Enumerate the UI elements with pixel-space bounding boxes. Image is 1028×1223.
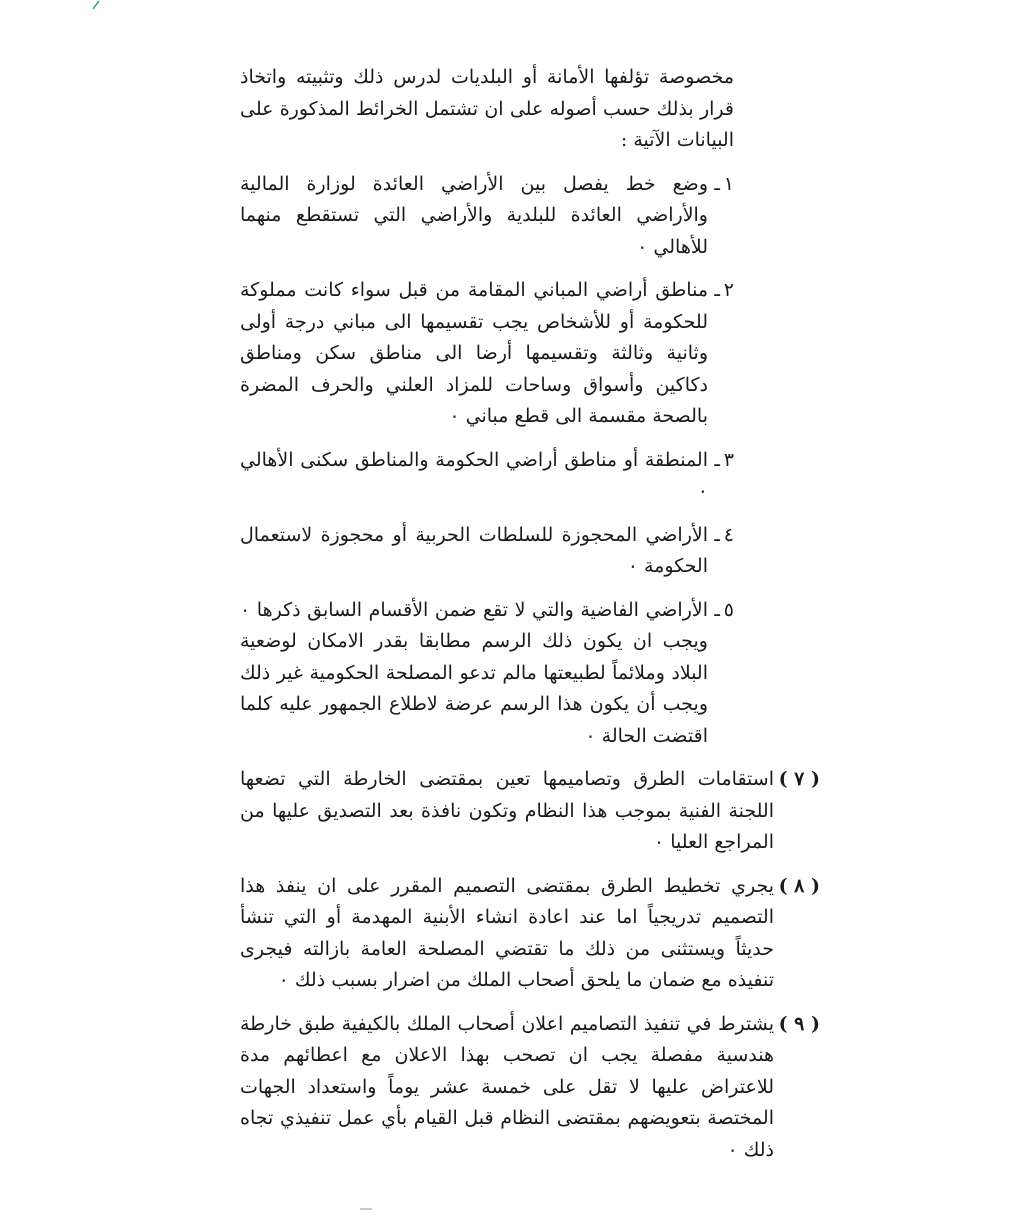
document-body (240, 62, 820, 1178)
item-dash: ـ (714, 172, 720, 195)
list-item (240, 445, 820, 508)
item-number: ٢ (723, 279, 734, 301)
clause-number: ( ٧ ) (778, 768, 820, 790)
corner-mark-icon (92, 0, 108, 9)
item-text: وضع خط يفصل بين الأراضي العائدة لوزارة المالية والأراضي العائدة للبلدية والأراضي التي تستقطع منهما للأهالي ٠ (240, 172, 708, 258)
item-dash: ـ (714, 598, 720, 621)
clause-paragraph (240, 764, 820, 859)
item-number: ٣ (723, 448, 734, 471)
clause-text: استقامات الطرق وتصاميمها تعين بمقتضى الخارطة التي تضعها اللجنة الفنية بموجب هذا النظام وتكون نافذة بعد التصديق عليها من المراجع العليا ٠ (240, 768, 774, 853)
clause-number: ( ٨ ) (778, 874, 820, 897)
list-item (240, 595, 820, 753)
item-number: ١ (723, 172, 734, 195)
item-number: ٥ (723, 598, 734, 621)
item-text: مناطق أراضي المباني المقامة من قبل سواء كانت مملوكة للحكومة أو للأشخاص يجب تقسيمها الى مباني درجة أولى وثانية وثالثة وتقسيمها أرضا الى مناطق سكن ومناطق دكاكين وأسواق وساحات للمزاد العلني والحرف المضرة بالصحة مقسمة الى قطع مباني ٠ (240, 279, 708, 427)
scan-speck (360, 1208, 372, 1210)
item-text: الأراضي الفاضية والتي لا تقع ضمن الأقسام السابق ذكرها ٠ ويجب ان يكون ذلك الرسم مطابقا بقدر الامكان لوضعية البلاد وملائماً لطبيعتها مالم تدعو المصلحة الحكومية غير ذلك ويجب أن يكون هذا الرسم عرضة لاطلاع الجمهور عليه كلما اقتضت الحالة ٠ (240, 598, 708, 747)
intro-paragraph: مخصوصة تؤلفها الأمانة أو البلديات لدرس ذلك وتثبيته واتخاذ قرار بذلك حسب أصوله على ان تشتمل الخرائط المذكورة على البيانات الآتية : (240, 66, 734, 151)
clause-paragraph (240, 871, 820, 997)
item-text: المنطقة أو مناطق أراضي الحكومة والمناطق سكنى الأهالي ٠ (240, 448, 708, 502)
clause-paragraph (240, 1009, 820, 1167)
list-item (240, 275, 820, 433)
item-dash: ـ (714, 448, 720, 471)
clause-text: يشترط في تنفيذ التصاميم اعلان أصحاب الملك بالكيفية طبق خارطة هندسية مفصلة يجب ان تصحب بهذا الاعلان مع اعطائهم مدة للاعتراض عليها لا تقل على خمسة عشر يوماً واستعداد الجهات المختصة بتعويضهم بمقتضى النظام قبل القيام بأي عمل تنفيذي تجاه ذلك ٠ (240, 1012, 774, 1161)
list-item (240, 169, 820, 264)
item-text: الأراضي المحجوزة للسلطات الحربية أو محجوزة لاستعمال الحكومة ٠ (240, 523, 708, 577)
item-dash: ـ (714, 523, 720, 546)
clause-number: ( ٩ ) (778, 1012, 820, 1035)
item-number: ٤ (723, 523, 734, 546)
clause-text: يجري تخطيط الطرق بمقتضى التصميم المقرر على ان ينفذ هذا التصميم تدريجياً اما عند اعادة انشاء الأبنية المهدمة أو التي تنشأ حديثاً ويستثنى من ذلك ما تقتضي المصلحة العامة بازالته فيجرى تنفيذه مع ضمان ما يلحق أصحاب الملك من اضرار بسبب ذلك ٠ (240, 874, 774, 991)
item-dash: ـ (714, 279, 720, 301)
list-item (240, 520, 820, 583)
